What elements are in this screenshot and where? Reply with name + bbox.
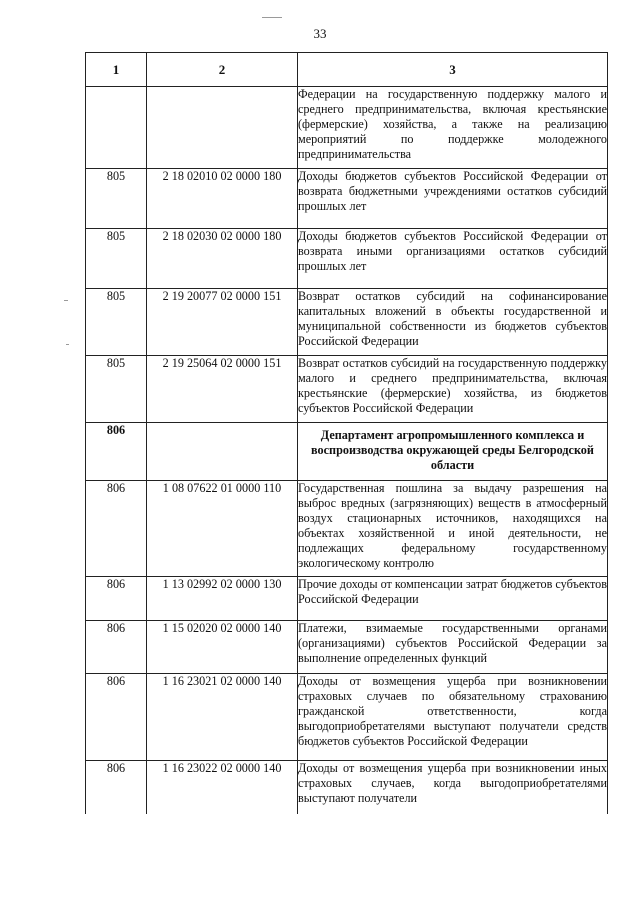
department-code-cell: 806 bbox=[86, 674, 147, 761]
scan-mark-left-2 bbox=[66, 344, 69, 345]
revenue-codes-table bbox=[85, 52, 608, 814]
table-row bbox=[86, 674, 608, 761]
revenue-code-cell: 2 18 02030 02 0000 180 bbox=[147, 229, 298, 289]
revenue-description-cell: Доходы от возмещения ущерба при возникновении страховых случаев по обязательному страхованию гражданской ответственности, когда выгодоприобретателями выступают получатели средств бюджетов субъектов Российской Федерации bbox=[298, 674, 608, 761]
table-row bbox=[86, 481, 608, 577]
revenue-description-cell: Государственная пошлина за выдачу разрешения на выброс вредных (загрязняющих) веществ в атмосферный воздух стационарных источников, находящихся на объектах хозяйственной и иной деятельности, не подлежащих федеральному государственному экологическому контролю bbox=[298, 481, 608, 577]
table-row bbox=[86, 356, 608, 423]
table-row bbox=[86, 169, 608, 229]
column-header-3: 3 bbox=[298, 53, 608, 87]
department-code-cell: 806 bbox=[86, 621, 147, 674]
revenue-description-cell: Доходы бюджетов субъектов Российской Федерации от возврата иными организациями остатков субсидий прошлых лет bbox=[298, 229, 608, 289]
revenue-description-cell: Доходы от возмещения ущерба при возникновении иных страховых случаев, когда выгодоприобретателями выступают получатели bbox=[298, 761, 608, 814]
table-header-row bbox=[86, 53, 608, 87]
revenue-description-cell: Доходы бюджетов субъектов Российской Федерации от возврата бюджетными учреждениями остатков субсидий прошлых лет bbox=[298, 169, 608, 229]
revenue-code-cell: 1 16 23022 02 0000 140 bbox=[147, 761, 298, 814]
department-code-cell: 806 bbox=[86, 577, 147, 621]
revenue-description-cell: Возврат остатков субсидий на государственную поддержку малого и среднего предпринимательства, включая крестьянские (фермерские) хозяйства, из бюджетов субъектов Российской Федерации bbox=[298, 356, 608, 423]
table-row bbox=[86, 423, 608, 481]
revenue-code-cell: 2 19 25064 02 0000 151 bbox=[147, 356, 298, 423]
revenue-code-cell: 1 08 07622 01 0000 110 bbox=[147, 481, 298, 577]
revenue-description-cell: Прочие доходы от компенсации затрат бюджетов субъектов Российской Федерации bbox=[298, 577, 608, 621]
department-code-cell: 805 bbox=[86, 169, 147, 229]
revenue-code-cell: 2 18 02010 02 0000 180 bbox=[147, 169, 298, 229]
department-name-cell: Департамент агропромышленного комплекса и воспроизводства окружающей среды Белгородской области bbox=[298, 423, 608, 481]
scan-mark-left bbox=[64, 300, 68, 301]
table-row bbox=[86, 761, 608, 814]
revenue-code-cell bbox=[147, 87, 298, 169]
table-row bbox=[86, 87, 608, 169]
revenue-code-cell: 1 15 02020 02 0000 140 bbox=[147, 621, 298, 674]
revenue-code-cell bbox=[147, 423, 298, 481]
table-row bbox=[86, 229, 608, 289]
page-number: 33 bbox=[313, 26, 327, 41]
table-row bbox=[86, 289, 608, 356]
department-code-cell: 806 bbox=[86, 423, 147, 481]
scan-mark-top bbox=[262, 17, 282, 18]
department-code-cell bbox=[86, 87, 147, 169]
department-code-cell: 805 bbox=[86, 289, 147, 356]
department-code-cell: 806 bbox=[86, 481, 147, 577]
table-row bbox=[86, 621, 608, 674]
table-row bbox=[86, 577, 608, 621]
revenue-description-cell: Федерации на государственную поддержку малого и среднего предпринимательства, включая крестьянские (фермерские) хозяйства, а также на реализацию мероприятий по поддержке молодежного предпринимательства bbox=[298, 87, 608, 169]
column-header-1: 1 bbox=[86, 53, 147, 87]
column-header-2: 2 bbox=[147, 53, 298, 87]
department-code-cell: 806 bbox=[86, 761, 147, 814]
revenue-description-cell: Платежи, взимаемые государственными органами (организациями) субъектов Российской Федерации за выполнение определенных функций bbox=[298, 621, 608, 674]
revenue-code-cell: 2 19 20077 02 0000 151 bbox=[147, 289, 298, 356]
revenue-code-cell: 1 13 02992 02 0000 130 bbox=[147, 577, 298, 621]
department-code-cell: 805 bbox=[86, 356, 147, 423]
revenue-description-cell: Возврат остатков субсидий на софинансирование капитальных вложений в объекты государственной и муниципальной собственности из бюджетов субъектов Российской Федерации bbox=[298, 289, 608, 356]
revenue-code-cell: 1 16 23021 02 0000 140 bbox=[147, 674, 298, 761]
department-code-cell: 805 bbox=[86, 229, 147, 289]
